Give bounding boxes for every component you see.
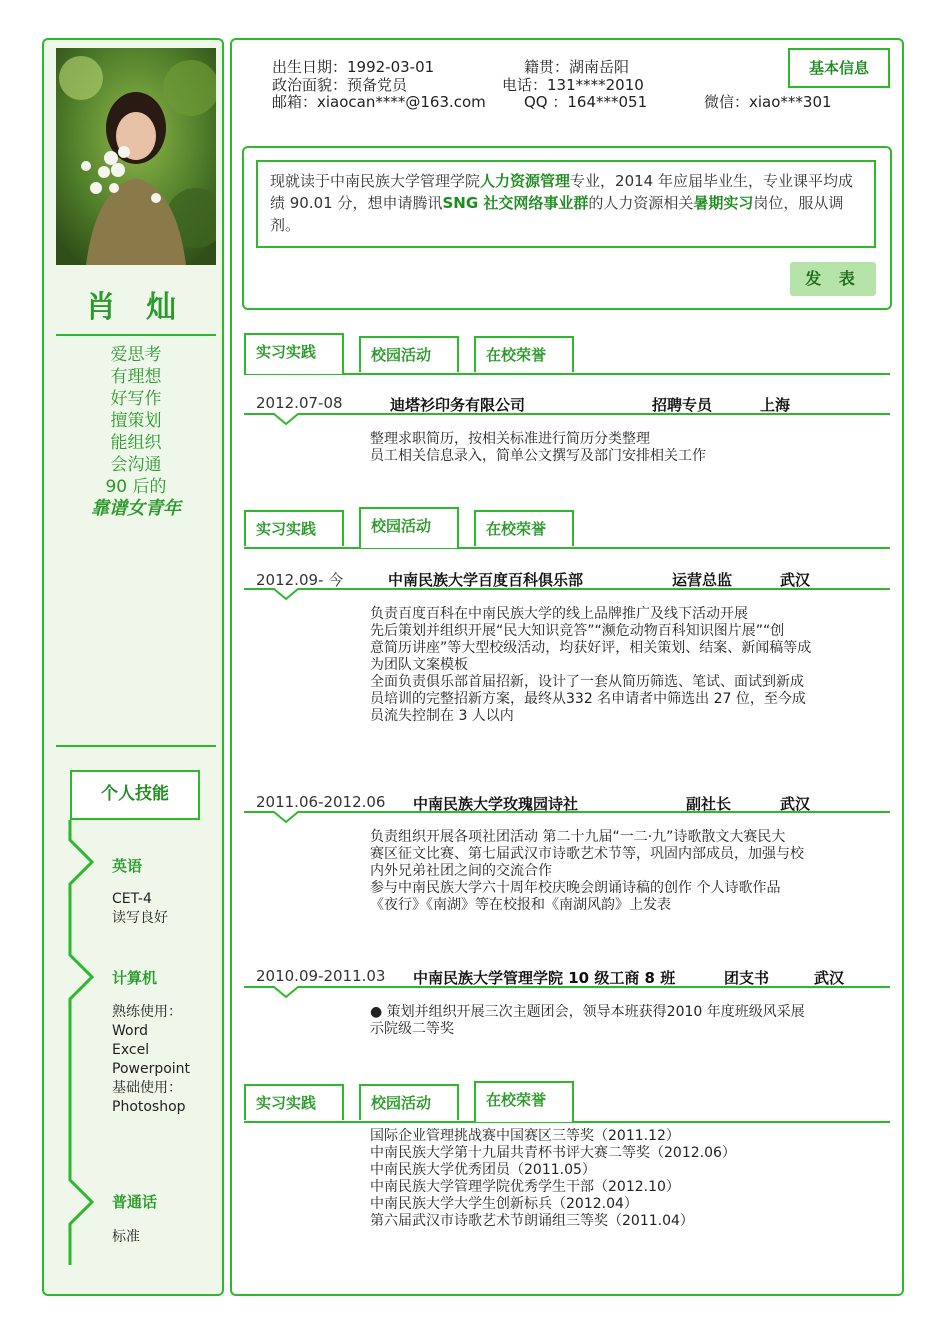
honor-item: 中南民族大学大学生创新标兵（2012.04） [370,1196,638,1212]
entry-role: 团支书 [724,969,770,987]
profile-photo [56,48,216,265]
entry-role: 运营总监 [672,571,733,589]
skill-english-heading: 英语 [112,857,143,875]
info-phone: 电话：131****2010 [502,76,644,94]
tabs-internship [244,333,890,375]
name-divider [56,334,216,336]
tab-internship[interactable]: 实习实践 [244,1084,344,1120]
honor-item: 中南民族大学第十九届共青杯书评大赛二等奖（2012.06） [370,1145,736,1161]
info-political: 政治面貌：预备党员 [272,76,408,94]
entry-role: 副社长 [686,795,732,813]
skill-computer-heading: 计算机 [112,969,158,987]
traits-list [56,344,216,520]
honor-item: 第六届武汉市诗歌艺术节朗诵组三等奖（2011.04） [370,1213,694,1229]
honor-item: 国际企业管理挑战赛中国赛区三等奖（2011.12） [370,1128,680,1144]
profile-name: 肖 灿 [85,290,187,325]
entry-org: 中南民族大学管理学院 10 级工商 8 班 [413,969,676,987]
publish-button[interactable]: 发 表 [790,262,876,296]
skill-mandarin-detail: 标准 [112,1229,140,1245]
entry-org: 中南民族大学玫瑰园诗社 [413,795,579,813]
tab-honors[interactable]: 在校荣誉 [474,1081,574,1122]
trait-3: 擅策划 [110,411,162,431]
info-email: 邮箱：xiaocan****@163.com [272,93,486,111]
tabs-honors [244,1081,890,1123]
tab-honors[interactable]: 在校荣誉 [474,510,574,546]
entry-divider [244,587,890,601]
trait-highlight: 靠谱女青年 [91,498,181,519]
skill-english-detail: CET-4 读写良好 [112,891,168,926]
entry-role: 招聘专员 [652,396,713,414]
trait-1: 有理想 [110,367,162,387]
skills-divider [56,745,216,747]
internship-desc: 整理求职简历，按相关标准进行简历分类整理 员工相关信息录入，简单公文撰写及部门安排相关工作 [370,431,706,464]
tabs-campus [244,507,890,549]
statement-text: 现就读于中南民族大学管理学院人力资源管理专业，2014 年应届毕业生，专业课平均成绩 90.01 分，想申请腾讯SNG 社交网络事业群的人力资源相关暑期实习岗位，服从调剂。 [256,160,876,248]
entry-org: 迪塔衫印务有限公司 [390,396,526,414]
entry-org: 中南民族大学百度百科俱乐部 [388,571,584,589]
tab-campus[interactable]: 校园活动 [359,507,459,548]
basic-info-button[interactable]: 基本信息 [788,48,890,88]
trait-4: 能组织 [110,433,162,453]
tab-campus[interactable]: 校园活动 [359,336,459,372]
entry-divider [244,412,890,426]
info-qq: QQ ：164***051 [524,93,648,111]
entry-location: 武汉 [780,795,811,813]
trait-0: 爱思考 [110,345,162,365]
skill-computer-detail: 熟练使用： Word Excel Powerpoint 基础使用： Photoshop [112,1004,191,1115]
entry-divider [244,810,890,824]
entry-date: 2011.06-2012.06 [256,793,386,811]
entry-location: 上海 [760,396,791,414]
honor-item: 中南民族大学管理学院优秀学生干部（2012.10） [370,1179,680,1195]
tab-campus[interactable]: 校园活动 [359,1084,459,1120]
campus-desc-3: ● 策划并组织开展三次主题团会，领导本班获得2010 年度班级风采展 示院级二等奖 [370,1004,805,1037]
entry-divider [244,985,890,999]
tab-internship[interactable]: 实习实践 [244,333,344,374]
trait-6: 90 后的 [105,477,167,497]
skills-timeline [62,820,102,1265]
entry-location: 武汉 [814,969,845,987]
honors-list [370,1128,736,1230]
trait-2: 好写作 [110,389,162,409]
entry-date: 2012.07-08 [256,394,343,412]
info-native: 籍贯：湖南岳阳 [524,58,630,76]
entry-location: 武汉 [780,571,811,589]
entry-date: 2010.09-2011.03 [256,967,386,985]
honor-item: 中南民族大学优秀团员（2011.05） [370,1162,596,1178]
campus-desc-1: 负责百度百科在中南民族大学的线上品牌推广及线下活动开展 先后策划并组织开展“民大知识竞答”“濒危动物百科知识图片展”“创 意简历讲座”等大型校级活动，均获好评，相关策划、结案、新闻稿等成 为团队文案模板 全面负责俱乐部首届招新，设计了一套从简历筛选、笔试、面试到新成 员培训的完整招新方案，最终从332 名申请者中筛选出 27 位，至今成 员流失控制在 3 人以内 [370,606,812,724]
skill-mandarin-heading: 普通话 [112,1193,158,1211]
skills-title: 个人技能 [70,770,200,820]
info-birth: 出生日期：1992-03-01 [272,58,435,76]
info-wechat: 微信：xiao***301 [704,93,832,111]
tab-internship[interactable]: 实习实践 [244,510,344,546]
tab-honors[interactable]: 在校荣誉 [474,336,574,372]
trait-5: 会沟通 [110,455,162,475]
campus-desc-2: 负责组织开展各项社团活动 第二十九届“一二·九”诗歌散文大赛民大 赛区征文比赛、第七届武汉市诗歌艺术节等，巩固内部成员，加强与校 内外兄弟社团之间的交流合作 参与中南民族大学六十周年校庆晚会朗诵诗稿的创作 个人诗歌作品 《夜行》《南湖》等在校报和《南湖风韵》上发表 [370,829,804,913]
entry-date: 2012.09- 今 [256,571,344,589]
